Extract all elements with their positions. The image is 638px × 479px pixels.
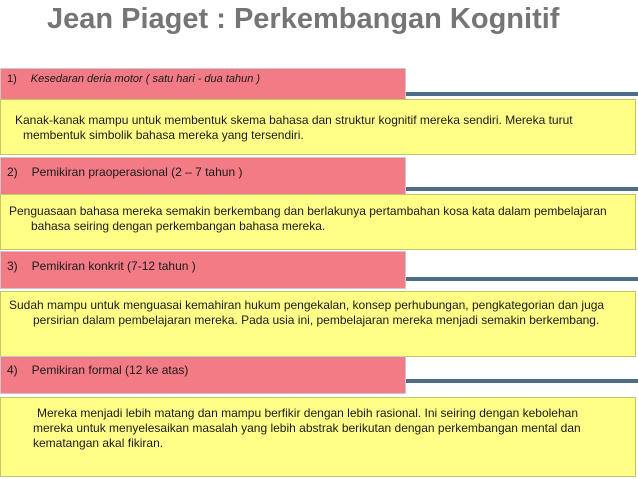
stage-description: [0, 291, 636, 357]
stage-description-text: Sudah mampu untuk menguasai kemahiran hukum pengekalan, konsep perhubungan, pengkategorian dan juga persirian dalam pembelajaran mereka. Pada usia ini, pembelajaran mereka menjadi semakin berkembang.: [9, 298, 605, 327]
stage-number: 2): [7, 165, 18, 179]
stage-description-text: Kanak-kanak mampu untuk membentuk skema bahasa dan struktur kognitif mereka sendiri. Mereka turut membentuk simbolik bahasa mereka yang tersendiri.: [15, 113, 573, 142]
stage-description: [0, 99, 636, 155]
stage-heading-text: Pemikiran konkrit (7-12 tahun ): [31, 259, 196, 273]
stage-number: 3): [7, 259, 18, 273]
stage-description-text: Penguasaan bahasa mereka semakin berkembang dan berlakunya pertambahan kosa kata dalam pembelajaran bahasa seiring dengan perkembangan bahasa mereka.: [9, 204, 607, 233]
stage-heading: [0, 356, 406, 394]
stage-heading-text: Kesedaran deria motor ( satu hari - dua tahun ): [30, 73, 261, 85]
stage-heading-text: Pemikiran praoperasional (2 – 7 tahun ): [31, 165, 243, 179]
stage-heading: [0, 157, 406, 195]
stage-heading: [0, 251, 406, 289]
slide-title: Jean Piaget : Perkembangan Kognitif: [47, 3, 560, 35]
stage-description-text: Mereka menjadi lebih matang dan mampu berfikir dengan lebih rasional. Ini seiring dengan kebolehan mereka untuk menyelesaikan masalah yang lebih abstrak berikutan dengan perkembangan mental dan kematangan akal fikiran.: [33, 406, 581, 450]
stage-description: [0, 194, 636, 250]
stage-description: [0, 397, 636, 477]
stage-number: 4): [7, 363, 18, 377]
stage-number: 1): [7, 73, 17, 85]
stage-heading-text: Pemikiran formal (12 ke atas): [31, 363, 189, 377]
